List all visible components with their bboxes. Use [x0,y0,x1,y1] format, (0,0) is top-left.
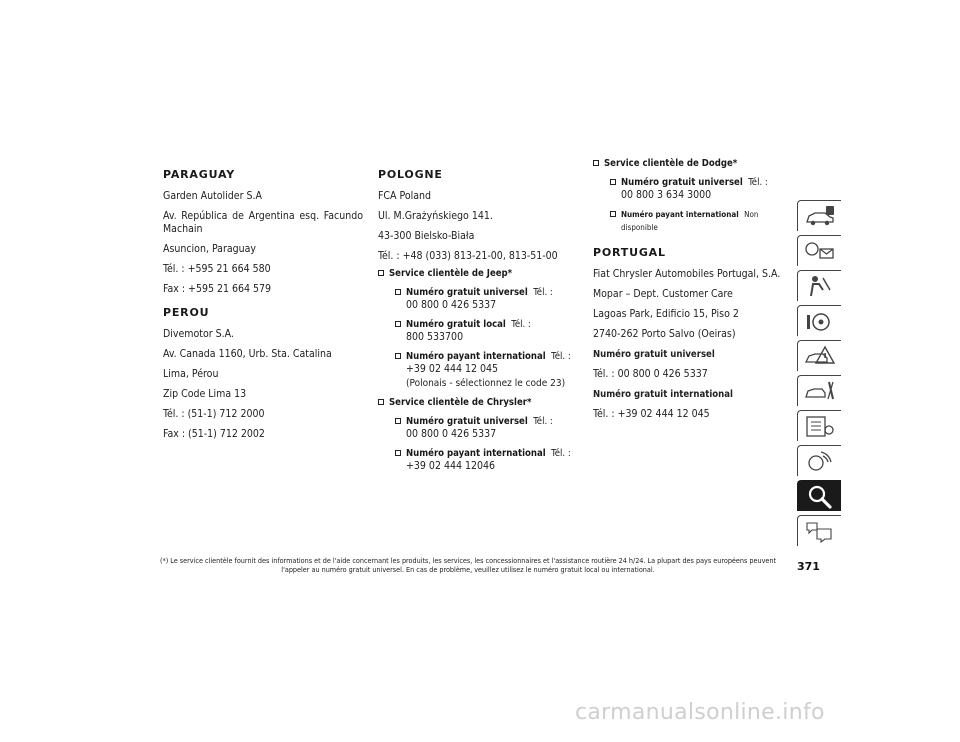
portugal-free-line: Tél. : 00 800 0 426 5337 [593,368,708,380]
portugal-line: 2740-262 Porto Salvo (Oeiras) [593,328,736,340]
jeep-intl-tel-label: Tél. : [551,351,571,362]
portugal-line: Mopar – Dept. Customer Care [593,288,733,300]
tab-index-search[interactable] [797,480,841,511]
tab-dashboard-messages[interactable] [797,235,841,266]
chrysler-intl-number-item [395,447,578,473]
dodge-free-number-item [610,176,793,202]
tab-emergency[interactable] [797,340,841,371]
perou-line: Divemotor S.A. [163,328,234,340]
checkbox-bullet-icon [593,160,599,166]
checkbox-bullet-icon [610,211,616,217]
dodge-service-title: Service clientèle de Dodge* [604,158,738,169]
jeep-local-tel-label: Tél. : [511,319,531,330]
portugal-line: Lagoas Park, Edificio 15, Piso 2 [593,308,739,320]
checkbox-bullet-icon [378,270,384,276]
steering-wheel-icon [803,309,837,333]
dodge-free-tel-label: Tél. : [748,177,768,188]
emergency-icon [803,344,837,368]
dodge-free-label: Numéro gratuit universel [621,177,743,188]
perou-line: Av. Canada 1160, Urb. Sta. Catalina [163,348,332,360]
portugal-line: Fiat Chrysler Automobiles Portugal, S.A. [593,268,781,280]
perou-line: Fax : (51-1) 712 2002 [163,428,265,440]
chrysler-free-number: 00 800 0 426 5337 [406,428,497,440]
pologne-line: 43-300 Bielsko-Biała [378,230,475,242]
safety-icon [803,274,837,298]
car-info-icon [803,204,837,228]
dodge-free-number: 00 800 3 634 3000 [621,189,712,201]
chrysler-free-tel-label: Tél. : [533,416,553,427]
dodge-intl-label: Numéro payant international [621,210,739,219]
service-tools-icon [803,379,837,403]
portugal-free-label: Numéro gratuit universel [593,349,715,360]
perou-line: Zip Code Lima 13 [163,388,247,400]
checkbox-bullet-icon [395,418,401,424]
jeep-free-number: 00 800 0 426 5337 [406,299,497,311]
tab-safety[interactable] [797,270,841,301]
jeep-service-title: Service clientèle de Jeep* [389,268,513,279]
chrysler-intl-number: +39 02 444 12046 [406,460,496,472]
column-right [593,157,793,428]
tab-servicing[interactable] [797,375,841,406]
dodge-intl-value: Non disponible [621,210,759,232]
dashboard-message-icon [803,239,837,263]
chrysler-intl-tel-label: Tél. : [551,448,571,459]
jeep-local-label: Numéro gratuit local [406,319,506,330]
jeep-intl-note: (Polonais - sélectionnez le code 23) [406,378,566,389]
chrysler-service-title: Service clientèle de Chrysler* [389,397,532,408]
portugal-intl-label: Numéro gratuit international [593,389,733,400]
column-left [163,168,363,448]
pologne-line: Ul. M.Grażyńskiego 141. [378,210,493,222]
jeep-intl-number-item [395,350,578,390]
tab-multimedia[interactable] [797,445,841,476]
tab-car-info[interactable] [797,200,841,231]
chrysler-free-number-item [395,415,578,441]
paraguay-line: Tél. : +595 21 664 580 [163,263,271,275]
section-heading-paraguay: PARAGUAY [163,168,235,181]
section-heading-portugal: PORTUGAL [593,246,666,259]
dodge-service-item [593,157,793,170]
perou-line: Lima, Pérou [163,368,219,380]
pologne-line: Tél. : +48 (033) 813-21-00, 813-51-00 [378,250,558,262]
perou-line: Tél. : (51-1) 712 2000 [163,408,265,420]
paraguay-line: Av. República de Argentina esq. Facundo Machain [163,210,363,235]
checkbox-bullet-icon [395,353,401,359]
page-number: 371 [797,560,820,573]
section-heading-perou: PEROU [163,306,210,319]
pologne-line: FCA Poland [378,190,431,202]
specifications-icon [803,414,837,438]
chrysler-service-item [378,396,578,409]
checkbox-bullet-icon [378,399,384,405]
jeep-intl-number: +39 02 444 12 045 [406,363,499,375]
checkbox-bullet-icon [395,289,401,295]
section-heading-pologne: POLOGNE [378,168,443,181]
jeep-free-tel-label: Tél. : [533,287,553,298]
dodge-intl-number-item [610,208,793,234]
jeep-free-label: Numéro gratuit universel [406,287,528,298]
tab-languages[interactable] [797,515,841,546]
multimedia-icon [803,449,837,473]
paraguay-line: Asuncion, Paraguay [163,243,256,255]
checkbox-bullet-icon [610,179,616,185]
jeep-local-number-item [395,318,578,344]
paraguay-line: Garden Autolider S.A [163,190,262,202]
languages-icon [803,519,837,543]
paraguay-line: Fax : +595 21 664 579 [163,283,272,295]
checkbox-bullet-icon [395,321,401,327]
tab-starting-driving[interactable] [797,305,841,336]
chapter-tabs [797,200,841,550]
portugal-intl-line: Tél. : +39 02 444 12 045 [593,408,710,420]
jeep-service-item [378,267,578,280]
checkbox-bullet-icon [395,450,401,456]
footnote: (*) Le service clientèle fournit des informations et de l'aide concernant les produits, les services, les concessionnaires et l'assistance routière 24 h/24. La plupart des pays européens peuvent l'appeler au numéro gratuit universel. En cas de problème, veuillez utilisez le numéro gratuit local ou international. [159,556,777,574]
search-icon [803,484,837,510]
watermark: carmanualsonline.info [575,700,825,725]
chrysler-intl-label: Numéro payant international [406,448,546,459]
column-middle [378,168,578,479]
tab-specifications[interactable] [797,410,841,441]
jeep-free-number-item [395,286,578,312]
jeep-intl-label: Numéro payant international [406,351,546,362]
jeep-local-number: 800 533700 [406,331,464,343]
chrysler-free-label: Numéro gratuit universel [406,416,528,427]
